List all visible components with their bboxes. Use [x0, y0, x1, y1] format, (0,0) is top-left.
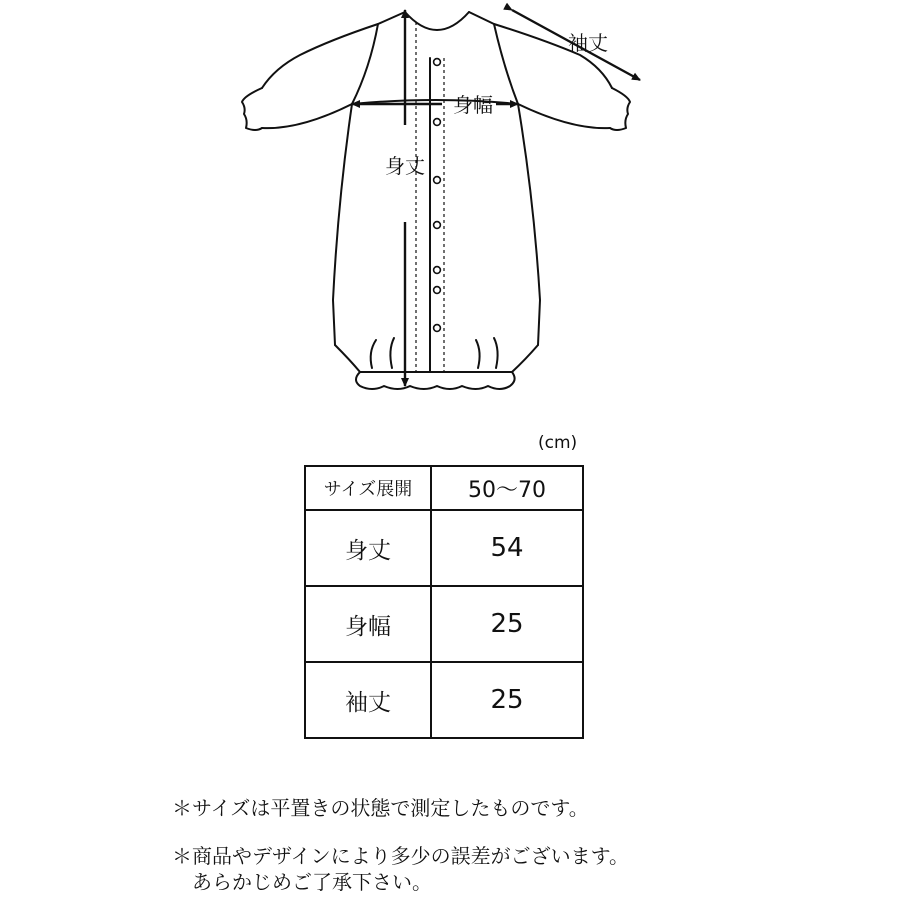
table-header-row [305, 466, 583, 510]
variance-note-line2: あらかじめご了承下さい。 [172, 870, 432, 894]
row-label-cell: 袖丈 [305, 662, 431, 738]
header-value-cell: 50〜70 [431, 466, 583, 510]
sleeve-length-label: 袖丈 [568, 31, 608, 55]
variance-note-line1: ＊商品やデザインにより多少の誤差がございます。 [172, 844, 629, 868]
header-label-cell: サイズ展開 [305, 466, 431, 510]
size-table [304, 465, 584, 739]
row-label-cell: 身丈 [305, 510, 431, 586]
variance-note [172, 843, 629, 895]
row-value-cell: 25 [431, 662, 583, 738]
body-length-label: 身丈 [385, 154, 425, 178]
table-row [305, 662, 583, 738]
row-value-cell: 25 [431, 586, 583, 662]
row-label-cell: 身幅 [305, 586, 431, 662]
table-row [305, 586, 583, 662]
table-row [305, 510, 583, 586]
measurement-note: ＊サイズは平置きの状態で測定したものです。 [172, 796, 589, 820]
row-value-cell: 54 [431, 510, 583, 586]
garment-measurement-diagram [0, 0, 900, 420]
baby-dress-outline [242, 12, 630, 389]
body-width-label: 身幅 [453, 93, 493, 117]
unit-label: (cm) [538, 433, 578, 453]
